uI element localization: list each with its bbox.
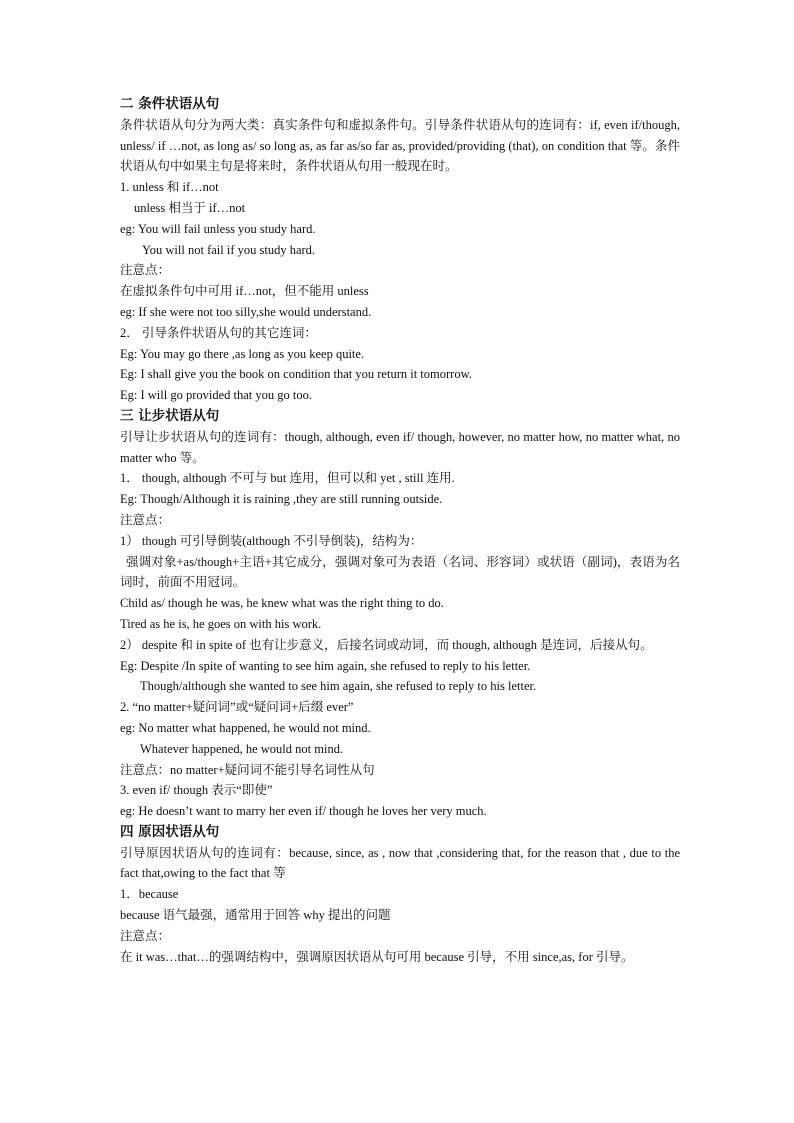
list-item: 2． 引导条件状语从句的其它连词：	[120, 325, 317, 340]
paragraph: 引导让步状语从句的连词有：though, although, even if/ though, however, no matter how, no matter what, no matter who 等。	[120, 429, 680, 465]
example-sentence: eg: You will fail unless you study hard.	[120, 221, 316, 236]
note-label: 注意点：	[120, 512, 171, 527]
section-heading-conditional: 二 条件状语从句	[120, 96, 220, 112]
section-heading-concessive: 三 让步状语从句	[120, 407, 220, 424]
example-sentence: Though/although she wanted to see him again, she refused to reply to his letter.	[140, 679, 537, 694]
example-sentence: Eg: Despite /In spite of wanting to see him again, she refused to reply to his letter.	[120, 658, 531, 673]
paragraph: 条件状语从句分为两大类：真实条件句和虚拟条件句。引导条件状语从句的连词有：if, even if/though, unless/ if …not, as long as/ so long as, as far as/so far as, provided/providing (that), on condition that 等。条件状语从句中如果主句是将来时，条件状语从句用一般现在时。	[120, 117, 680, 174]
example-sentence: eg: If she were not too silly,she would understand.	[120, 304, 372, 319]
paragraph: 强调对象+as/though+主语+其它成分，强调对象可为表语（名词、形容词）或状语（副词)，表语为名词时，前面不用冠词。	[120, 554, 680, 590]
list-item: 3. even if/ though 表示“即使”	[120, 783, 273, 798]
note-label: 注意点：no matter+疑问词不能引导名词性从句	[120, 762, 375, 777]
text-line: unless 相当于 if…not	[134, 200, 246, 215]
document-page	[120, 94, 680, 967]
note-label: 注意点：	[120, 263, 171, 278]
example-sentence: eg: No matter what happened, he would not mind.	[120, 720, 371, 735]
list-item: 1．because	[120, 887, 179, 902]
paragraph: 引导原因状语从句的连词有：because, since, as , now that ,considering that, for the reason that , due to the fact that,owing to the fact that 等	[120, 845, 680, 881]
list-item: 2. “no matter+疑问词”或“疑问词+后缀 ever”	[120, 700, 354, 715]
paragraph: 在 it was…that…的强调结构中，强调原因状语从句可用 because 引导，不用 since,as, for 引导。	[120, 949, 634, 964]
example-sentence: Eg: Though/Although it is raining ,they are still running outside.	[120, 492, 443, 507]
example-sentence: You will not fail if you study hard.	[142, 242, 316, 257]
text-line: 在虚拟条件句中可用 if…not，但不能用 unless	[120, 284, 369, 299]
list-item: 1） though 可引导倒装(although 不引导倒装)，结构为：	[120, 533, 423, 548]
example-sentence: eg: He doesn’t want to marry her even if/ though he loves her very much.	[120, 804, 487, 819]
note-label: 注意点：	[120, 928, 171, 943]
example-sentence: Eg: I will go provided that you go too.	[120, 388, 312, 403]
example-sentence: Eg: You may go there ,as long as you keep quite.	[120, 346, 365, 361]
list-item: 1. unless 和 if…not	[120, 180, 219, 195]
text-line: because 语气最强，通常用于回答 why 提出的问题	[120, 908, 391, 923]
example-sentence: Whatever happened, he would not mind.	[140, 741, 344, 756]
example-sentence: Eg: I shall give you the book on condition that you return it tomorrow.	[120, 367, 472, 382]
section-heading-cause: 四 原因状语从句	[120, 823, 220, 840]
list-item: 2） despite 和 in spite of 也有让步意义，后接名词或动词，而 though, although 是连词，后接从句。	[120, 637, 653, 652]
list-item: 1． though, although 不可与 but 连用，但可以和 yet , still 连用.	[120, 471, 455, 486]
example-sentence: Tired as he is, he goes on with his work.	[120, 616, 322, 631]
example-sentence: Child as/ though he was, he knew what was the right thing to do.	[120, 596, 444, 611]
